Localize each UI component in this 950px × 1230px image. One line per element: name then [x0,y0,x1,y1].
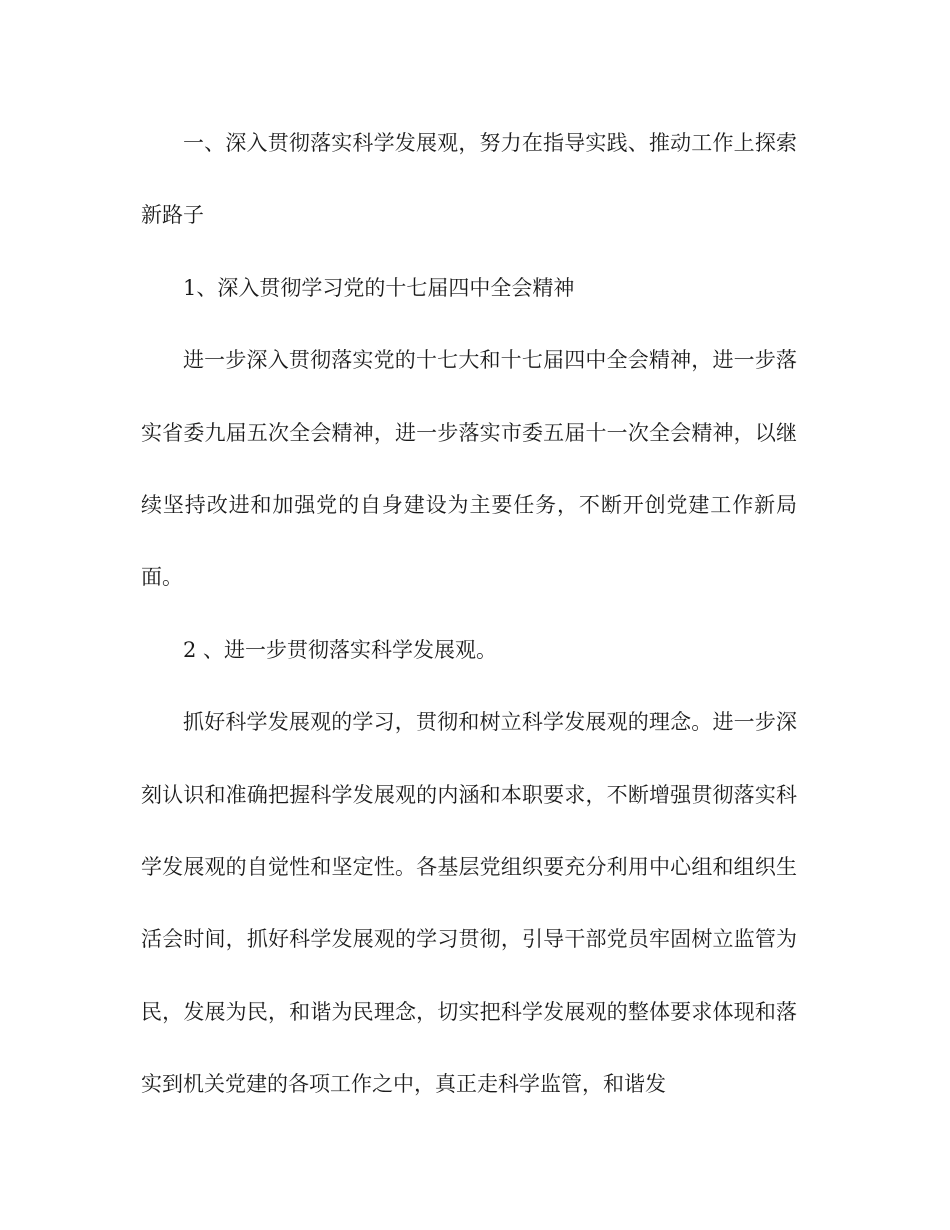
body-paragraph-1: 进一步深入贯彻落实党的十七大和十七届四中全会精神，进一步落实省委九届五次全会精神，进一步落实市委五届十一次全会精神，以继续坚持改进和加强党的自身建设为主要任务，不断开创党建工作新局面。 [141,348,797,590]
section-heading: 一、深入贯彻落实科学发展观，努力在指导实践、推动工作上探索新路子 [141,131,797,228]
document-body [141,107,797,1121]
body-paragraph-2: 抓好科学发展观的学习，贯彻和树立科学发展观的理念。进一步深刻认识和准确把握科学发展观的内涵和本职要求，不断增强贯彻落实科学发展观的自觉性和坚定性。各基层党组织要充分利用中心组和组织生活会时间，抓好科学发展观的学习贯彻，引导干部党员牢固树立监管为民，发展为民，和谐为民理念，切实把科学发展观的整体要求体现和落实到机关党建的各项工作之中，真正走科学监管，和谐发 [141,710,797,1097]
subsection-heading-2: 2 、进一步贯彻落实科学发展观。 [183,637,498,662]
subsection-heading-1: 1、深入贯彻学习党的十七届四中全会精神 [183,275,575,300]
